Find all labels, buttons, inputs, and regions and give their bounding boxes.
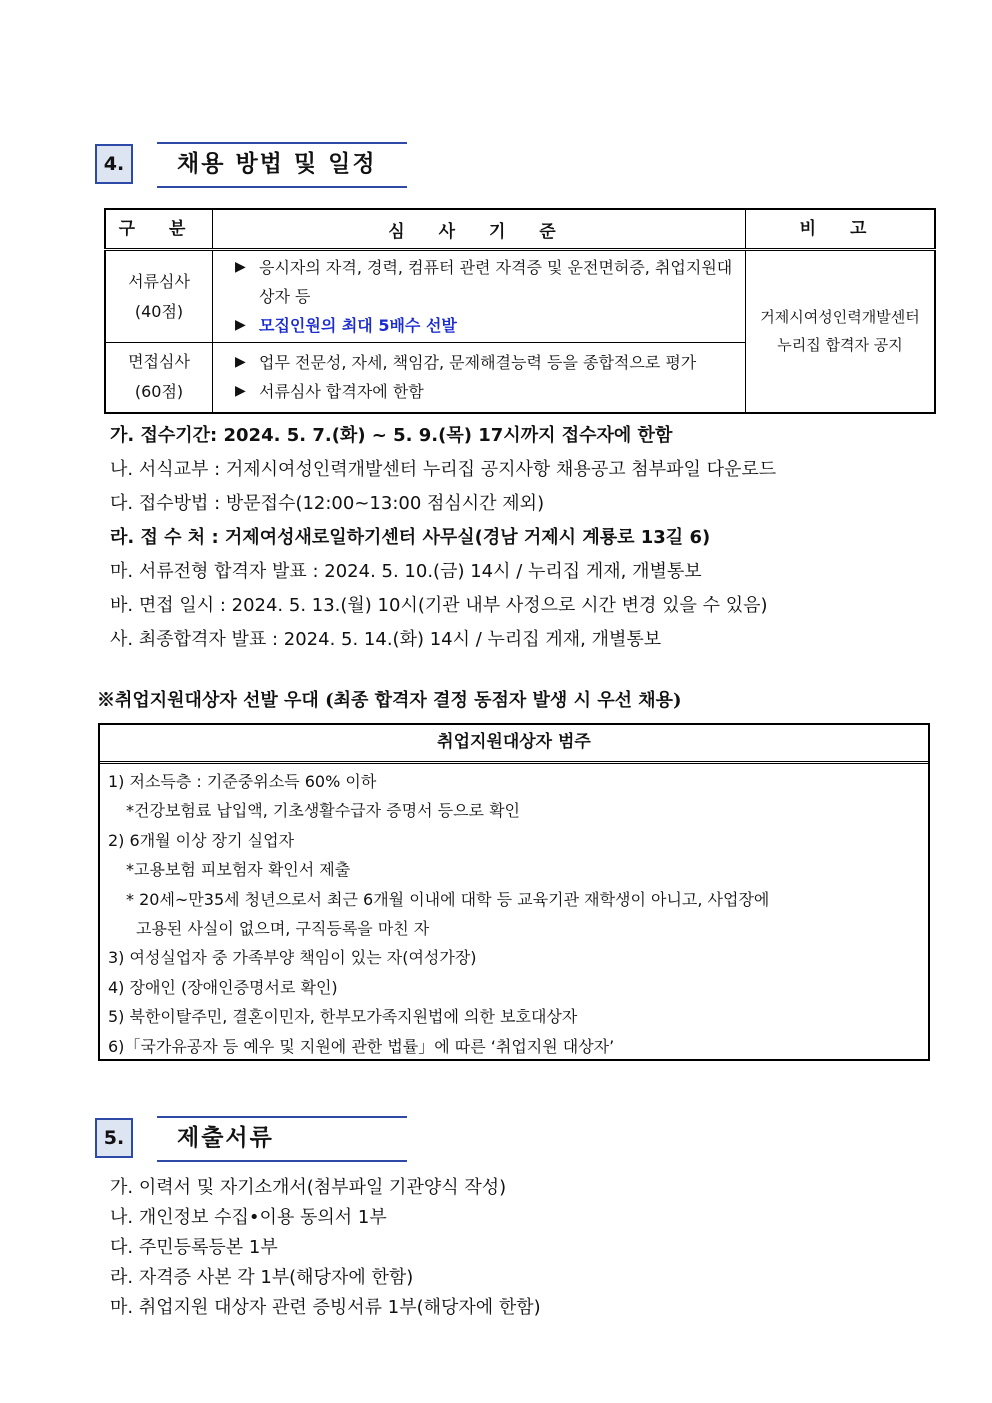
schedule-item: 나. 서식교부 : 거제시여성인력개발센터 누리집 공지사항 채용공고 첨부파일 다운로드 [110,459,777,480]
schedule-item: 라. 접 수 처 : 거제여성새로일하기센터 사무실(경남 거제시 계룡로 13길 6) [110,527,711,548]
stage-points: (40점) [134,301,184,321]
list-item [235,348,735,377]
document-item: 마. 취업지원 대상자 관련 증빙서류 1부(해당자에 한함) [110,1297,541,1318]
list-item: 6)「국가유공자 등 예우 및 지원에 관한 법률」에 따른 ‘취업지원 대상자’ [108,1036,615,1056]
list-item: 고용된 사실이 없으며, 구직등록을 마친 자 [136,919,430,939]
list-item: 3) 여성실업자 중 가족부양 책임이 있는 자(여성가장) [108,948,477,968]
stage-cell [105,250,213,343]
document-item: 나. 개인정보 수집•이용 동의서 1부 [110,1207,387,1228]
col-header-criteria: 심 사 기 준 [213,209,746,250]
list-item: 5) 북한이탈주민, 결혼이민자, 한부모가족지원법에 의한 보호대상자 [108,1007,578,1027]
schedule-item: 사. 최종합격자 발표 : 2024. 5. 14.(화) 14시 / 누리집 게재, 개별통보 [110,629,662,650]
list-item: 2) 6개월 이상 장기 실업자 [108,830,295,850]
list-item: 1) 저소득층 : 기준중위소득 60% 이하 [108,772,377,791]
bullet-icon: ▶ [235,317,246,333]
list-item [235,253,735,311]
note-cell [746,250,936,413]
list-item: *건강보험료 납입액, 기초생활수급자 증명서 등으로 확인 [126,801,521,821]
bullet-icon: ▶ [235,383,246,400]
bullet-icon: ▶ [235,354,246,371]
table-row [105,250,935,343]
eligibility-list [100,764,928,1064]
criteria-cell [213,250,746,343]
col-header-note: 비 고 [746,209,936,250]
section-title: 제출서류 [157,1116,407,1162]
list-item [235,311,735,340]
document-item: 가. 이력서 및 자기소개서(첨부파일 기관양식 작성) [110,1177,507,1198]
eligibility-box [98,723,930,1061]
schedule-item: 마. 서류전형 합격자 발표 : 2024. 5. 10.(금) 14시 / 누리집 게재, 개별통보 [110,561,702,582]
col-header-category: 구 분 [105,209,213,250]
schedule-item: 가. 접수기간: 2024. 5. 7.(화) ~ 5. 9.(목) 17시까지 접수자에 한함 [110,425,673,446]
section-title: 채용 방법 및 일정 [157,142,407,188]
preference-note: ※취업지원대상자 선발 우대 (최종 합격자 결정 동점자 발생 시 우선 채용) [97,690,682,711]
list-item: * 20세~만35세 청년으로서 최근 6개월 이내에 대학 등 교육기관 재학생이 아니고, 사업장에 [126,889,770,909]
list-item: 4) 장애인 (장애인증명서로 확인) [108,977,338,997]
criteria-cell [213,343,746,413]
criteria-text: 서류심사 합격자에 한함 [259,382,424,402]
note-line: 거제시여성인력개발센터 [760,308,920,327]
document-item: 라. 자격증 사본 각 1부(해당자에 한함) [110,1267,414,1288]
criteria-text-highlight: 모집인원의 최대 5배수 선발 [259,316,457,335]
criteria-text: 업무 전문성, 자세, 책임감, 문제해결능력 등을 종합적으로 평가 [259,353,697,373]
note-line: 누리집 합격자 공지 [777,336,903,355]
document-item: 다. 주민등록등본 1부 [110,1237,278,1258]
bullet-icon: ▶ [235,259,246,275]
section-number: 5. [95,1118,133,1158]
table-header-row [105,209,935,250]
schedule-item: 다. 접수방법 : 방문접수(12:00~13:00 점심시간 제외) [110,493,545,514]
stage-name: 서류심사 [128,271,190,291]
eligibility-box-title: 취업지원대상자 범주 [100,725,928,764]
section-number: 4. [95,144,133,184]
list-item [235,377,735,406]
criteria-text: 응시자의 자격, 경력, 컴퓨터 관련 자격증 및 운전면허증, 취업지원대상자 등 [259,258,733,306]
stage-points: (60점) [134,382,184,402]
stage-cell [105,343,213,413]
stage-name: 면접심사 [128,352,190,372]
schedule-item: 바. 면접 일시 : 2024. 5. 13.(월) 10시(기관 내부 사정으로 시간 변경 있을 수 있음) [110,595,768,616]
screening-criteria-table [104,208,936,414]
list-item: *고용보험 피보험자 확인서 제출 [126,860,351,880]
